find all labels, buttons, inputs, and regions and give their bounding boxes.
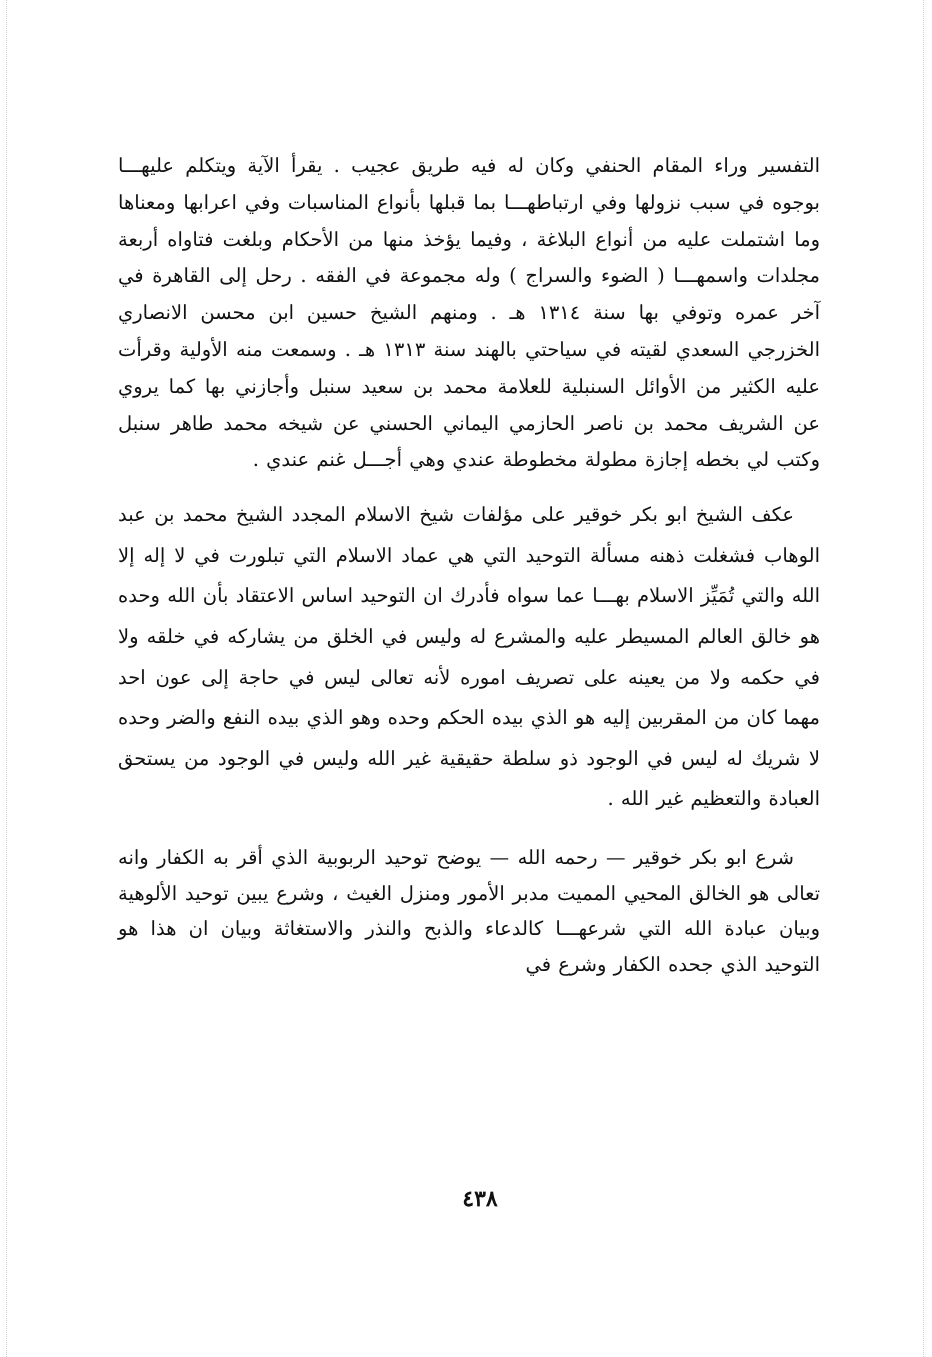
scan-edge-left: [6, 0, 7, 1357]
page-number: ٤٣٨: [462, 1186, 498, 1212]
paragraph-1: التفسير وراء المقام الحنفي وكان له فيه طريق عجيب . يقرأ الآية ويتكلم عليهـــا بوجوه في سبب نزولها وفي ارتباطهـــا بما قبلها بأنواع المناسبات وفي اعرابها ومعناها وما اشتملت عليه من أنواع البلاغة ، وفيما يؤخذ منها من الأحكام وبلغت فتاواه أربعة مجلدات واسمهـــا ( الضوء والسراج ) وله مجموعة في الفقه . رحل إلى القاهرة في آخر عمره وتوفي بها سنة ١٣١٤ هـ . ومنهم الشيخ حسين ابن محسن الانصاري الخزرجي السعدي لقيته في سياحتي بالهند سنة ١٣١٣ هـ . وسمعت منه الأولية وقرأت عليه الكثير من الأوائل السنبلية للعلامة محمد بن سعيد سنبل وأجازني بها كما يروي عن الشريف محمد بن ناصر الحازمي اليماني الحسني عن شيخه محمد طاهر سنبل وكتب لي بخطه إجازة مطولة مخطوطة عندي وهي أجـــل غنم عندي .: [118, 154, 820, 472]
paragraph-2: عكف الشيخ ابو بكر خوقير على مؤلفات شيخ الاسلام المجدد الشيخ محمد بن عبد الوهاب فشغلت ذهنه مسألة التوحيد التي هي عماد الاسلام التي تبلورت في لا إله إلا الله والتي تُمَيِّز الاسلام بهـــا عما سواه فأدرك ان التوحيد اساس الاعتقاد بأن الله وحده هو خالق العالم المسيطر عليه والمشرع له وليس في الخلق من يشاركه في خلقه ولا في حكمه ولا من يعينه على تصريف اموره لأنه تعالى ليس في حاجة إلى عون احد مهما كان من المقربين إليه هو الذي بيده الحكم وحده وهو الذي بيده النفع والضر وحده لا شريك له ليس في الوجود ذو سلطة حقيقية غير الله وليس في الوجود من يستحق العبادة والتعظيم غير الله .: [118, 503, 820, 811]
page-body: [118, 148, 820, 983]
scan-edge-right: [923, 0, 924, 1357]
paragraph-3: شرع ابو بكر خوقير — رحمه الله — يوضح توحيد الربوبية الذي أقر به الكفار وانه تعالى هو الخالق المحيي المميت مدبر الأمور ومنزل الغيث ، وشرع يبين توحيد الألوهية وبيان عبادة الله التي شرعهـــا كالدعاء والذبح والنذر والاستغاثة وبيان ان هذا هو التوحيد الذي جحده الكفار وشرع في: [118, 845, 820, 977]
